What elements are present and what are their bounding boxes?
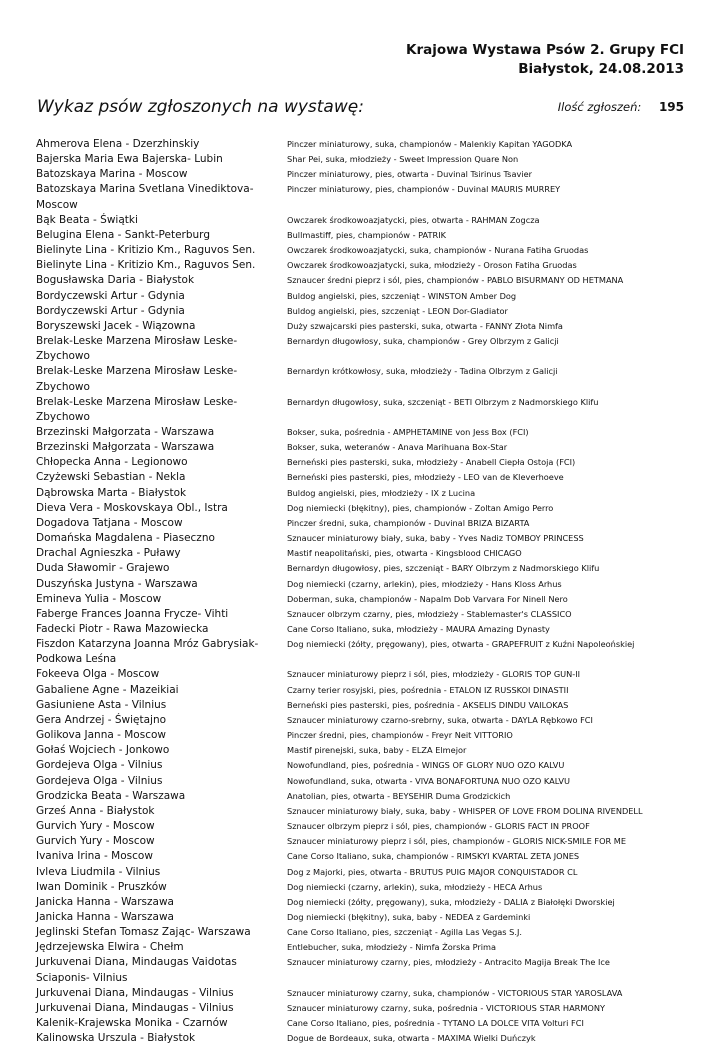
entry-row: [36, 258, 691, 273]
owner-name: Bajerska Maria Ewa Bajerska- Lubin: [36, 153, 223, 166]
entry-row: [36, 789, 691, 804]
owner-name: Dieva Vera - Moskovskaya Obl., Istra: [36, 501, 228, 514]
owner-name: Grodzicka Beata - Warszawa: [36, 789, 186, 802]
dog-entry: Bullmastiff, pies, championów - PATRIK: [287, 229, 446, 240]
entry-row: [36, 622, 691, 637]
dog-entry: Bokser, suka, weteranów - Anava Marihuana Box-Star: [287, 442, 508, 453]
owner-name: Jędrzejewska Elwira - Chełm: [36, 941, 184, 954]
entry-row: [36, 334, 691, 364]
owner-name: Brzezinski Małgorzata - Warszawa: [36, 441, 215, 454]
entry-row: [36, 940, 691, 955]
dog-entry: Cane Corso Italiano, pies, szczeniąt - Agilla Las Vegas S.J.: [287, 927, 522, 938]
owner-name: Ivaniva Irina - Moscow: [36, 850, 153, 863]
dog-entry: Pinczer średni, pies, championów - Freyr Neit VITTORIO: [287, 730, 513, 741]
dog-entry: Dog z Majorki, pies, otwarta - BRUTUS PUIG MAJOR CONQUISTADOR CL: [287, 866, 578, 877]
owner-name: Gordejeva Olga - Vilnius: [36, 759, 163, 772]
owner-name: Chłopecka Anna - Legionowo: [36, 456, 188, 469]
owner-name: Jurkuvenai Diana, Mindaugas - Vilnius: [36, 1001, 234, 1014]
dog-entry: Dog niemiecki (żółty, pręgowany), pies, otwarta - GRAPEFRUIT z Kuźni Napoleońskiej: [287, 639, 635, 650]
dog-entry: Sznaucer olbrzym pieprz i sól, pies, championów - GLORIS FACT IN PROOF: [287, 821, 590, 832]
dog-entry: Bernardyn długowłosy, pies, szczeniąt - BARY Olbrzym z Nadmorskiego Klifu: [287, 563, 600, 574]
entry-row: [36, 440, 691, 455]
entry-row: [36, 774, 691, 789]
dog-entry: Sznaucer miniaturowy pieprz i sól, pies, młodzieży - GLORIS TOP GUN-II: [287, 669, 581, 680]
dog-entry: Sznaucer miniaturowy czarny, suka, pośrednia - VICTORIOUS STAR HARMONY: [287, 1002, 606, 1013]
entry-row: [36, 470, 691, 485]
owner-name: Bąk Beata - Świątki: [36, 213, 138, 226]
owner-name: Brelak-Leske Marzena Mirosław Leske- Zbychowo: [36, 335, 238, 363]
entry-row: [36, 501, 691, 516]
entry-row: [36, 228, 691, 243]
entry-row: [36, 516, 691, 531]
entry-row: [36, 455, 691, 470]
owner-name: Gołaś Wojciech - Jonkowo: [36, 744, 170, 757]
entry-row: [36, 561, 691, 576]
entry-row: [36, 683, 691, 698]
dog-entry: Dog niemiecki (czarny, arlekin), pies, młodzieży - Hans Kloss Arhus: [287, 578, 562, 589]
owner-name: Domańska Magdalena - Piaseczno: [36, 532, 215, 545]
entry-list: [36, 137, 691, 1046]
dog-entry: Bernardyn krótkowłosy, suka, młodzieży - Tadina Olbrzym z Galicji: [287, 366, 558, 377]
owner-name: Ivleva Liudmila - Vilnius: [36, 865, 161, 878]
dog-entry: Czarny terier rosyjski, pies, pośrednia - ETALON IZ RUSSKOI DINASTII: [287, 684, 569, 695]
owner-name: Gurvich Yury - Moscow: [36, 820, 155, 833]
owner-name: Jeglinski Stefan Tomasz Zając- Warszawa: [36, 926, 251, 939]
entry-row: [36, 910, 691, 925]
owner-name: Fadecki Piotr - Rawa Mazowiecka: [36, 623, 209, 635]
dog-entry: Owczarek środkowoazjatycki, pies, otwarta - RAHMAN Zogcza: [287, 214, 540, 225]
owner-name: Belugina Elena - Sankt-Peterburg: [36, 228, 210, 241]
owner-name: Bogusławska Daria - Białystok: [36, 274, 195, 287]
entry-row: [36, 577, 691, 592]
owner-name: Gordejeva Olga - Vilnius: [36, 774, 163, 787]
dog-entry: Shar Pei, suka, młodzieży - Sweet Impression Quare Non: [287, 154, 519, 165]
entry-count-label: Ilość zgłoszeń:: [557, 100, 642, 114]
dog-entry: Sznaucer miniaturowy czarny, pies, młodzieży - Antracito Magija Break The Ice: [287, 957, 610, 968]
owner-name: Drachal Agnieszka - Puławy: [36, 547, 181, 560]
owner-name: Jurkuvenai Diana, Mindaugas - Vilnius: [36, 986, 234, 999]
entry-row: [36, 592, 691, 607]
owner-name: Batozskaya Marina Svetlana Vinediktova- Moscow: [36, 183, 254, 211]
entry-row: [36, 182, 691, 212]
dog-entry: Sznaucer miniaturowy biały, suka, baby - Yves Nadiz TOMBOY PRINCESS: [287, 533, 584, 544]
entry-row: [36, 213, 691, 228]
entry-count: [558, 100, 684, 114]
owner-name: Bielinyte Lina - Kritizio Km., Raguvos Sen.: [36, 259, 256, 272]
dog-entry: Berneński pies pasterski, pies, pośrednia - AKSELIS DINDU VAILOKAS: [287, 699, 569, 710]
owner-name: Brelak-Leske Marzena Mirosław Leske- Zbychowo: [36, 365, 238, 393]
owner-name: Duszyńska Justyna - Warszawa: [36, 577, 198, 590]
dog-entry: Buldog angielski, pies, młodzieży - IX z Lucina: [287, 487, 476, 498]
owner-name: Brelak-Leske Marzena Mirosław Leske- Zbychowo: [36, 395, 238, 423]
dog-entry: Dog niemiecki (błękitny), pies, championów - Zoltan Amigo Perro: [287, 502, 554, 513]
entry-row: [36, 243, 691, 258]
event-title: Krajowa Wystawa Psów 2. Grupy FCI: [405, 42, 684, 58]
entry-row: [36, 486, 691, 501]
entry-row: [36, 1001, 691, 1016]
dog-entry: Duży szwajcarski pies pasterski, suka, otwarta - FANNY Złota Nimfa: [287, 320, 563, 331]
owner-name: Batozskaya Marina - Moscow: [36, 168, 188, 181]
entry-count-value: 195: [658, 100, 684, 114]
owner-name: Kalenik-Krajewska Monika - Czarnów: [36, 1017, 228, 1030]
owner-name: Emineva Yulia - Moscow: [36, 592, 162, 605]
dog-entry: Cane Corso Italiano, suka, championów - RIMSKYI KVARTAL ZETA JONES: [287, 851, 580, 862]
dog-entry: Bernardyn długowłosy, suka, szczeniąt - BETI Olbrzym z Nadmorskiego Klifu: [287, 396, 599, 407]
dog-entry: Cane Corso Italiano, suka, młodzieży - MAURA Amazing Dynasty: [287, 624, 550, 634]
owner-name: Brzezinski Małgorzata - Warszawa: [36, 425, 215, 438]
dog-entry: Berneński pies pasterski, pies, młodzieży - LEO van de Kleverhoeve: [287, 472, 564, 483]
entry-row: [36, 531, 691, 546]
dog-entry: Sznaucer miniaturowy pieprz i sól, pies, championów - GLORIS NICK-SMILE FOR ME: [287, 836, 627, 847]
dog-entry: Bokser, suka, pośrednia - AMPHETAMINE von Jess Box (FCI): [287, 426, 529, 437]
entry-row: [36, 273, 691, 288]
entry-row: [36, 152, 691, 167]
owner-name: Gasiuniene Asta - Vilnius: [36, 698, 167, 711]
dog-entry: Doberman, suka, championów - Napalm Dob Varvara For Ninell Nero: [287, 593, 568, 604]
owner-name: Fiszdon Katarzyna Joanna Mróz Gabrysiak- Podkowa Leśna: [36, 638, 259, 666]
dog-entry: Sznaucer miniaturowy czarno-srebrny, suka, otwarta - DAYLA Rębkowo FCI: [287, 714, 593, 725]
dog-entry: Berneński pies pasterski, suka, młodzieży - Anabell Ciepła Ostoja (FCI): [287, 457, 576, 468]
owner-name: Boryszewski Jacek - Wiązowna: [36, 319, 196, 332]
dog-entry: Mastif neapolitański, pies, otwarta - Kingsblood CHICAGO: [287, 548, 522, 559]
entry-row: [36, 865, 691, 880]
entry-row: [36, 289, 691, 304]
entry-row: [36, 546, 691, 561]
owner-name: Faberge Frances Joanna Frycze- Vihti: [36, 607, 229, 620]
dog-entry: Sznaucer olbrzym czarny, pies, młodzieży - Stablemaster's CLASSICO: [287, 608, 572, 619]
dog-entry: Nowofundland, suka, otwarta - VIVA BONAFORTUNA NUO OZO KALVU: [287, 775, 570, 786]
entry-row: [36, 834, 691, 849]
entry-row: [36, 1031, 691, 1046]
dog-entry: Dog niemiecki (błękitny), suka, baby - NEDEA z Gardeminki: [287, 911, 531, 922]
dog-entry: Dog niemiecki (czarny, arlekin), suka, młodzieży - HECA Arhus: [287, 881, 543, 892]
dog-entry: Dogue de Bordeaux, suka, otwarta - MAXIMA Wielki Duńczyk: [287, 1033, 536, 1044]
owner-name: Kalinowska Urszula - Białystok: [36, 1032, 196, 1045]
owner-name: Gera Andrzej - Świętajno: [36, 713, 167, 726]
owner-name: Bielinyte Lina - Kritizio Km., Raguvos Sen.: [36, 244, 256, 257]
entry-row: [36, 955, 691, 985]
dog-entry: Sznaucer miniaturowy biały, suka, baby - WHISPER OF LOVE FROM DOLINA RIVENDELL: [287, 805, 643, 816]
dog-entry: Buldog angielski, pies, szczeniąt - LEON Dor-Gladiator: [287, 305, 508, 316]
dog-entry: Mastif pirenejski, suka, baby - ELZA Elmejor: [287, 745, 467, 756]
owner-name: Ahmerova Elena - Dzerzhinskiy: [36, 138, 200, 150]
dog-entry: Pinczer miniaturowy, pies, otwarta - Duvinal Tsirinus Tsavier: [287, 169, 532, 180]
dog-entry: Bernardyn długowłosy, suka, championów - Grey Olbrzym z Galicji: [287, 336, 559, 347]
entry-row: [36, 698, 691, 713]
entry-row: [36, 758, 691, 773]
owner-name: Dogadova Tatjana - Moscow: [36, 516, 183, 529]
entry-row: [36, 395, 691, 425]
entry-row: [36, 364, 691, 394]
dog-entry: Owczarek środkowoazjatycki, suka, championów - Nurana Fatiha Gruodas: [287, 245, 589, 256]
document-header: [406, 41, 684, 79]
owner-name: Bordyczewski Artur - Gdynia: [36, 289, 185, 302]
list-subtitle: Wykaz psów zgłoszonych na wystawę:: [37, 97, 364, 117]
entry-row: [36, 637, 691, 667]
entry-row: [36, 986, 691, 1001]
owner-name: Gabaliene Agne - Mazeikiai: [36, 683, 179, 696]
owner-name: Iwan Dominik - Pruszków: [36, 880, 167, 893]
dog-entry: Anatolian, pies, otwarta - BEYSEHIR Duma Grodzickich: [287, 790, 511, 801]
entry-row: [36, 895, 691, 910]
dog-entry: Buldog angielski, pies, szczeniąt - WINSTON Amber Dog: [287, 290, 517, 301]
entry-row: [36, 819, 691, 834]
dog-entry: Pinczer miniaturowy, suka, championów - Malenkiy Kapitan YAGODKA: [287, 139, 573, 149]
entry-row: [36, 880, 691, 895]
dog-entry: Dog niemiecki (żółty, pręgowany), suka, młodzieży - DALIA z Białołęki Dworskiej: [287, 896, 615, 907]
event-place-date: Białystok, 24.08.2013: [518, 61, 684, 77]
entry-row: [36, 849, 691, 864]
owner-name: Bordyczewski Artur - Gdynia: [36, 304, 185, 317]
owner-name: Jurkuvenai Diana, Mindaugas Vaidotas Sciaponis- Vilnius: [36, 956, 237, 984]
entry-row: [36, 304, 691, 319]
entry-row: [36, 667, 691, 682]
entry-row: [36, 425, 691, 440]
dog-entry: Sznaucer miniaturowy czarny, suka, championów - VICTORIOUS STAR YAROSLAVA: [287, 987, 623, 998]
entry-row: [36, 607, 691, 622]
dog-entry: Cane Corso Italiano, pies, pośrednia - TYTANO LA DOLCE VITA Volturi FCI: [287, 1018, 584, 1029]
dog-entry: Pinczer miniaturowy, pies, championów - Duvinal MAURIS MURREY: [287, 184, 561, 195]
owner-name: Janicka Hanna - Warszawa: [36, 910, 174, 923]
owner-name: Janicka Hanna - Warszawa: [36, 895, 174, 908]
dog-entry: Sznaucer średni pieprz i sól, pies, championów - PABLO BISURMANY OD HETMANA: [287, 275, 624, 286]
entry-row: [36, 137, 691, 152]
owner-name: Gurvich Yury - Moscow: [36, 835, 155, 848]
owner-name: Dąbrowska Marta - Białystok: [36, 486, 187, 499]
entry-row: [36, 804, 691, 819]
entry-row: [36, 728, 691, 743]
entry-row: [36, 319, 691, 334]
dog-entry: Owczarek środkowoazjatycki, suka, młodzieży - Oroson Fatiha Gruodas: [287, 260, 577, 271]
owner-name: Duda Sławomir - Grajewo: [36, 562, 170, 575]
owner-name: Fokeeva Olga - Moscow: [36, 668, 160, 681]
entry-row: [36, 743, 691, 758]
owner-name: Grześ Anna - Białystok: [36, 804, 155, 817]
dog-entry: Entlebucher, suka, młodzieży - Nimfa Żorska Prima: [287, 942, 497, 953]
dog-entry: Nowofundland, pies, pośrednia - WINGS OF GLORY NUO OZO KALVU: [287, 760, 565, 771]
entry-row: [36, 925, 691, 940]
entry-row: [36, 167, 691, 182]
owner-name: Golikova Janna - Moscow: [36, 729, 166, 742]
entry-row: [36, 713, 691, 728]
dog-entry: Pinczer średni, suka, championów - Duvinal BRIZA BIZARTA: [287, 517, 530, 528]
owner-name: Czyżewski Sebastian - Nekla: [36, 471, 186, 484]
